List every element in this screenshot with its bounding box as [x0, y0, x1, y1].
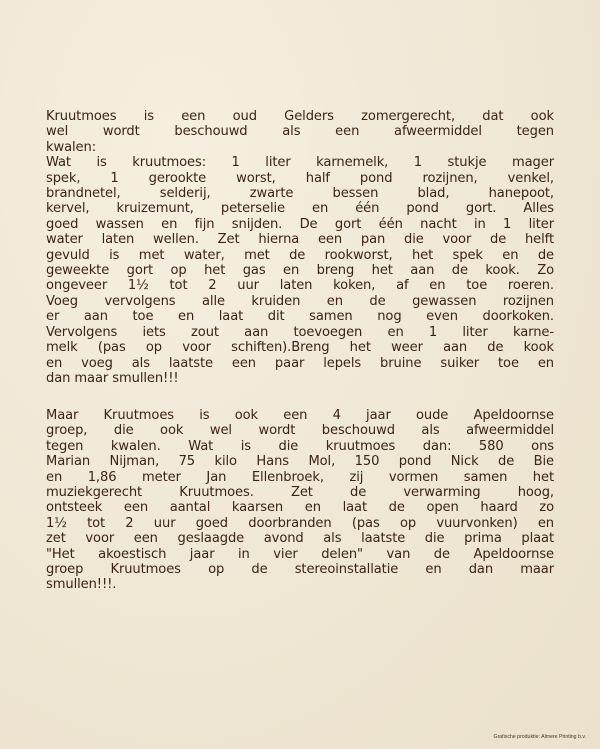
text-line: water laten wellen. Zet hierna een pan die voor de helft	[46, 232, 554, 248]
text-line: Maar Kruutmoes is ook een 4 jaar oude Apeldoornse	[46, 408, 554, 423]
text-line: ongeveer 1½ tot 2 uur laten koken, af en toe roeren.	[46, 278, 554, 294]
text-line: brandnetel, selderij, zwarte bessen blad, hanepoot,	[46, 186, 554, 202]
text-line: wel wordt beschouwd als een afweermiddel tegen	[46, 124, 554, 140]
text-line: Wat is kruutmoes: 1 liter karnemelk, 1 stukje mager	[46, 155, 554, 171]
band-paragraph	[46, 408, 554, 593]
text-line: groep, die ook wel wordt beschouwd als afweermiddel	[46, 423, 554, 439]
text-line: smullen!!!.	[46, 577, 117, 593]
text-line: melk (pas op voor schiften).Breng het weer aan de kook	[46, 340, 554, 356]
text-line: Marian Nijman, 75 kilo Hans Mol, 150 pond Nick de Bie	[46, 454, 554, 470]
text-line: er aan toe en laat dit samen nog even doorkoken.	[46, 309, 554, 325]
text-line: gevuld is met water, met de rookworst, het spek en de	[46, 247, 554, 263]
text-line: 1½ tot 2 uur goed doorbranden (pas op vuurvonken) en	[46, 515, 554, 531]
text-line: goed wassen en fijn snijden. De gort één nacht in 1 liter	[46, 216, 554, 232]
text-line: spek, 1 gerookte worst, half pond rozijnen, venkel,	[46, 170, 554, 186]
text-line: zet voor een geslaagde avond als laatste die prima plaat	[46, 531, 554, 547]
text-line: en 1,86 meter Jan Ellenbroek, zij vormen samen het	[46, 469, 554, 485]
text-line: Vervolgens iets zout aan toevoegen en 1 liter karne-	[46, 324, 554, 340]
text-line: Kruutmoes is een oud Gelders zomergerecht, dat ook	[46, 109, 554, 124]
text-line: Voeg vervolgens alle kruiden en de gewassen rozijnen	[46, 293, 554, 309]
production-credit: Grafische produktie: Almere Printing b.v.	[493, 734, 586, 740]
recipe-paragraph	[46, 109, 554, 386]
text-line: geweekte gort op het gas en breng het aan de kook. Zo	[46, 263, 554, 279]
text-line: "Het akoestisch jaar in vier delen" van de Apeldoornse	[46, 546, 554, 562]
text-line: kwalen:	[46, 139, 97, 155]
text-line: en voeg als laatste een paar lepels bruine suiker toe en	[46, 355, 554, 371]
text-line: dan maar smullen!!!	[46, 370, 179, 386]
text-line: ontsteek een aantal kaarsen en laat de open haard zo	[46, 500, 554, 516]
text-line: kervel, kruizemunt, peterselie en één pond gort. Alles	[46, 201, 554, 217]
text-line: muziekgerecht Kruutmoes. Zet de verwarming hoog,	[46, 485, 554, 501]
text-line: tegen kwalen. Wat is die kruutmoes dan: 580 ons	[46, 438, 554, 454]
text-line: groep Kruutmoes op de stereoinstallatie en dan maar	[46, 562, 554, 578]
